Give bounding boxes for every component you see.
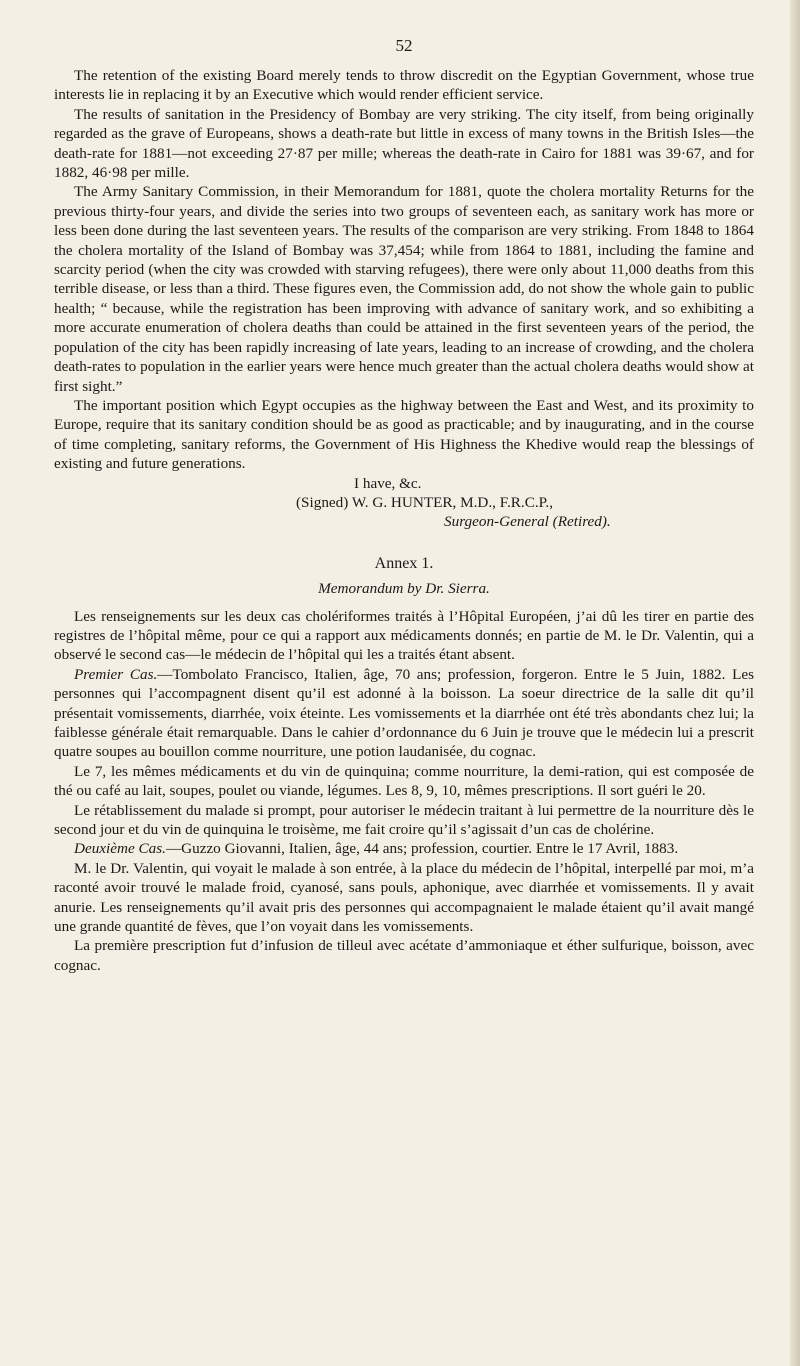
paragraph-army-sanitary-commission: The Army Sanitary Commission, in their Memorandum for 1881, quote the cholera mortality Returns for the previous thirty-four years, and divide the series into two groups of seventeen each, as sanitary work has more or less been done during the last seventeen years. The results of the comparison are very striking. From 1848 to 1864 the cholera mortality of the Island of Bombay was 37,454; while from 1864 to 1881, including the famine and scarcity period (when the city was crowded with starving refugees), there were only about 11,000 deaths from this terrible disease, or less than a third. These figures even, the Commission add, do not show the whole gain to public health; “ because, while the registration has been improving with advance of sanitary work, and so exhibiting a more accurate enumeration of cholera deaths than could be attained in the first seventeen years of the period, the population of the city has been rapidly increasing of late years, leading to an increase of crowding, and the cholera death-rates to population in the earlier years were hence much greater than the actual cholera deaths would show at first sight.” — [54, 183, 754, 395]
annex-paragraph-second-case: Deuxième Cas.—Guzzo Giovanni, Italien, âge, 44 ans; profession, courtier. Entre le 17 Avril, 1883. — [74, 840, 679, 858]
annex-paragraph-day-seven: Le 7, les mêmes médicaments et du vin de quinquina; comme nourriture, la demi-ration, qui est composée de thé ou café au lait, soupes, poulet ou viande, légumes. Les 8, 9, 10, mêmes prescriptions. Il sort guéri le 20. — [54, 762, 754, 800]
paragraph-bombay-sanitation: The results of sanitation in the Presidency of Bombay are very striking. The city itself, from being originally regarded as the grave of Europeans, shows a death-rate but little in excess of many towns in the British Isles—the death-rate for 1881—not exceeding 27·87 per mille; whereas the death-rate in Cairo for 1881 was 39·67, and for 1882, 46·98 per mille. — [54, 105, 754, 182]
signer-title: Surgeon-General (Retired). — [444, 513, 611, 531]
second-case-label: Deuxième Cas. — [74, 840, 166, 858]
paragraph-board-retention: The retention of the existing Board merely tends to throw discredit on the Egyptian Government, whose true interests lie in replacing it by an Executive which would render efficient service. — [54, 67, 754, 104]
first-case-label: Premier Cas. — [74, 665, 158, 683]
annex-heading: Annex 1. — [374, 554, 434, 572]
annex-paragraph-prescription: La première prescription fut d’infusion de tilleul avec acétate d’ammoniaque et éther sulfurique, boisson, avec cognac. — [54, 937, 754, 974]
document-page — [54, 36, 754, 975]
page-edge — [790, 0, 800, 1366]
annex-paragraph-valentin: M. le Dr. Valentin, qui voyait le malade à son entrée, à la place du médecin de l’hôpital, interpellé par moi, m’a raconté avoir trouvé le malade froid, cyanosé, sans pouls, aphonique, avec diarrhée et vomissements. Il y avait anurie. Les renseignements qu’il avait pris des personnes qui accompagnaient le malade étaient qu’il avait mangé une grande quantité de fèves, que l’on voyait dans les vomissements. — [54, 859, 754, 936]
closing-line: I have, &c. — [354, 474, 422, 492]
page-number: 52 — [395, 36, 413, 55]
annex-paragraph-first-case: Premier Cas.—Tombolato Francisco, Italien, âge, 70 ans; profession, forgeron. Entre le 5 Juin, 1882. Les personnes qui l’accompagnent disent qu’il est adonné à la boisson. La soeur directrice de la salle dit qu’il présentait vomissements, diarrhée, voix éteinte. Les vomissements et la diarrhée ont été très abondants chez lui; la faiblesse générale était remarquable. Dans le cahier d’ordonnance du 6 Juin je trouve que le médecin lui a prescrit quatre soupes au bouillon comme nourriture, une potion laudanisée, du cognac. — [54, 665, 755, 761]
paragraph-egypt-position: The important position which Egypt occupies as the highway between the East and West, and its proximity to Europe, require that its sanitary condition should be as good as practicable; and by inaugurating, and in the course of time completing, sanitary reforms, the Government of His Highness the Khedive would reap the blessings of existing and future generations. — [54, 396, 754, 473]
second-case-text: Guzzo Giovanni, Italien, âge, 44 ans; profession, courtier. Entre le 17 Avril, 1883. — [181, 840, 679, 858]
memo-heading: Memorandum by Dr. Sierra. — [318, 580, 490, 598]
annex-paragraph-intro: Les renseignements sur les deux cas cholériformes traités à l’Hôpital Européen, j’ai dû les tirer en partie des registres de l’hôpital même, pour ce qui a rapport aux médicaments donnés; en partie de M. le Dr. Valentin, qui a observé le second cas—le médecin de l’hôpital qui les a traités étant absent. — [54, 607, 754, 664]
annex-paragraph-recovery: Le rétablissement du malade si prompt, pour autoriser le médecin traitant à lui permettre de la nourriture dès le second jour et du vin de quinquina le troisème, me fait croire qu’il s’agissait d’un cas de cholérine. — [54, 801, 754, 839]
first-case-text: Tombolato Francisco, Italien, âge, 70 ans; profession, forgeron. Entre le 5 Juin, 1882. Les personnes qui l’accompagnent disent qu’il est adonné à la boisson. La soeur directrice de la salle dit qu’il présentait vomissements, diarrhée, voix éteinte. Les vomissements et la diarrhée ont été très abondants chez lui; la faiblesse générale était remarquable. Dans le cahier d’ordonnance du 6 Juin je trouve que le médecin lui a prescrit quatre soupes au bouillon comme nourriture, une potion laudanisée, du cognac. — [54, 665, 755, 761]
signature-line: (Signed) W. G. HUNTER, M.D., F.R.C.P., — [296, 493, 553, 511]
